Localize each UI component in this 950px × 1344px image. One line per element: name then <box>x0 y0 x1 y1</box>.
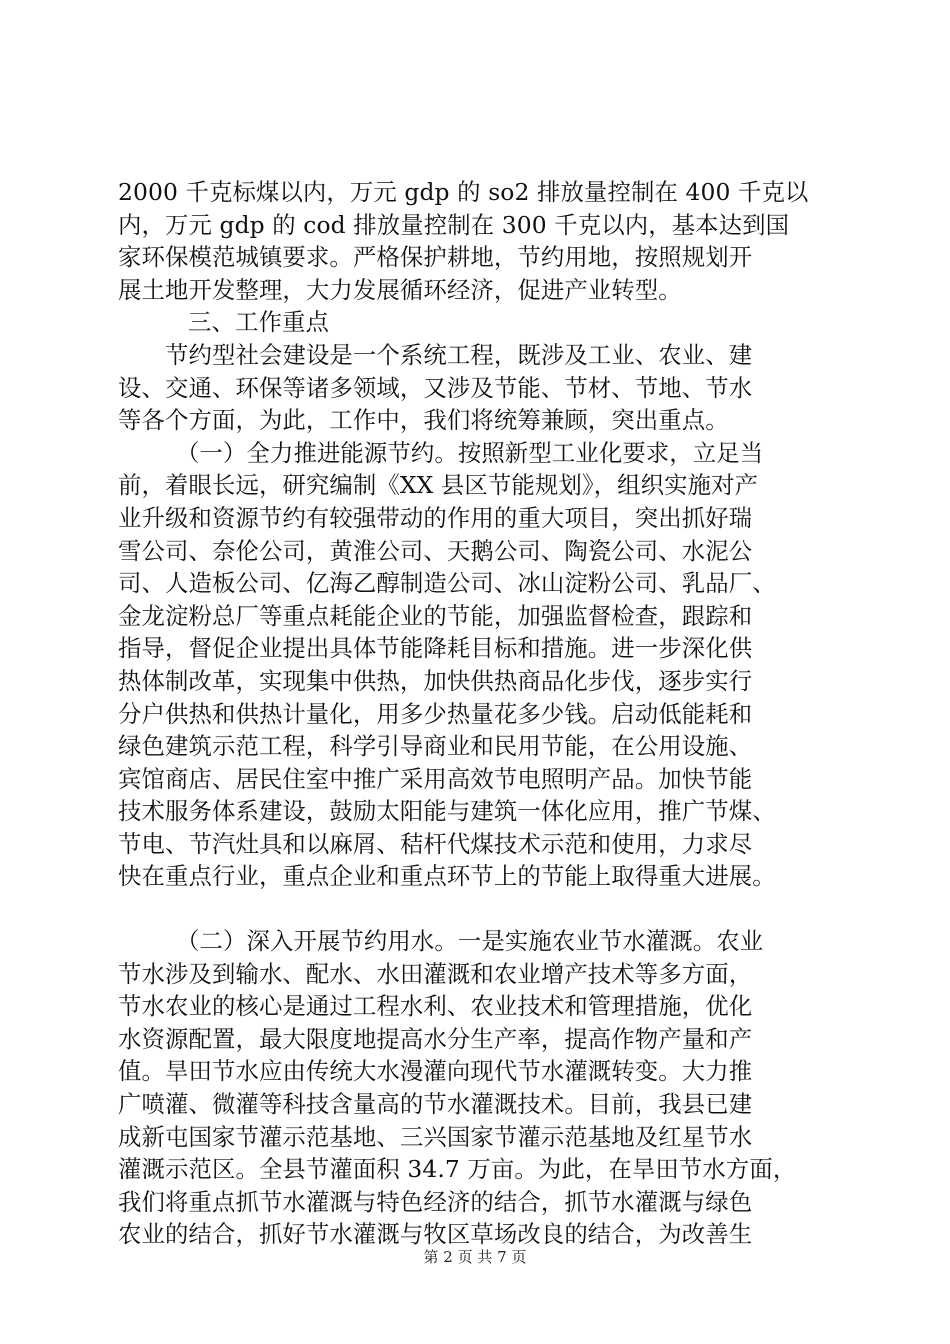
text-line: （二）深入开展节约用水。一是实施农业节水灌溉。农业 <box>176 927 764 956</box>
text-line: 宾馆商店、居民住室中推广采用高效节电照明产品。加快节能 <box>118 764 753 793</box>
paragraph-intro <box>118 339 834 437</box>
text-line: 节电、节汽灶具和以麻屑、秸杆代煤技术示范和使用，力求尽 <box>118 829 753 858</box>
text-line: 广喷灌、微灌等科技含量高的节水灌溉技术。目前，我县已建 <box>118 1090 753 1119</box>
text-line: 指导，督促企业提出具体节能降耗目标和措施。进一步深化供 <box>118 634 753 663</box>
text-line: 展土地开发整理，大力发展循环经济，促进产业转型。 <box>118 275 682 304</box>
paragraph-water-saving <box>118 925 834 1251</box>
paragraph-energy-saving <box>118 437 834 893</box>
text-line: 快在重点行业，重点企业和重点环节上的节能上取得重大进展。 <box>118 862 776 891</box>
text-line: 我们将重点抓节水灌溉与特色经济的结合，抓节水灌溉与绿色 <box>118 1187 753 1216</box>
text-line: 节水涉及到输水、配水、水田灌溉和农业增产技术等多方面， <box>118 959 753 988</box>
text-line: 等各个方面，为此，工作中，我们将统筹兼顾，突出重点。 <box>118 406 729 435</box>
text-line: 分户供热和供热计量化，用多少热量花多少钱。启动低能耗和 <box>118 699 753 728</box>
text-line: 灌溉示范区。全县节灌面积 34.7 万亩。为此，在旱田节水方面， <box>118 1155 797 1184</box>
text-line: 值。旱田节水应由传统大水漫灌向现代节水灌溉转变。大力推 <box>118 1057 753 1086</box>
paragraph-continuation <box>118 176 834 306</box>
text-line: 业升级和资源节约有较强带动的作用的重大项目，突出抓好瑞 <box>118 503 753 532</box>
text-line: 成新屯国家节灌示范基地、三兴国家节灌示范基地及红星节水 <box>118 1122 753 1151</box>
text-line: 技术服务体系建设，鼓励太阳能与建筑一体化应用，推广节煤、 <box>118 797 776 826</box>
section-heading: 三、工作重点 <box>188 308 329 337</box>
text-line: 节约型社会建设是一个系统工程，既涉及工业、农业、建 <box>165 340 753 369</box>
text-line: 农业的结合，抓好节水灌溉与牧区草场改良的结合，为改善生 <box>118 1220 753 1249</box>
text-line: 司、人造板公司、亿海乙醇制造公司、冰山淀粉公司、乳品厂、 <box>118 569 776 598</box>
text-line: 2000 千克标煤以内，万元 gdp 的 so2 排放量控制在 400 千克以 <box>118 178 809 206</box>
document-body <box>118 176 834 1251</box>
text-line: 雪公司、奈伦公司，黄淮公司、天鹅公司、陶瓷公司、水泥公 <box>118 536 753 565</box>
text-line: 家环保模范城镇要求。严格保护耕地，节约用地，按照规划开 <box>118 243 753 272</box>
text-line: （一）全力推进能源节约。按照新型工业化要求，立足当 <box>176 438 764 467</box>
page-number-footer: 第 2 页 共 7 页 <box>423 1248 527 1266</box>
text-line: 内，万元 gdp 的 cod 排放量控制在 300 千克以内，基本达到国 <box>118 210 790 239</box>
text-line: 热体制改革，实现集中供热，加快供热商品化步伐，逐步实行 <box>118 666 753 695</box>
text-line: 节水农业的核心是通过工程水利、农业技术和管理措施，优化 <box>118 992 753 1021</box>
text-line: 水资源配置，最大限度地提高水分生产率，提高作物产量和产 <box>118 1024 753 1053</box>
text-line: 绿色建筑示范工程，科学引导商业和民用节能，在公用设施、 <box>118 732 753 761</box>
paragraph-spacer <box>118 893 834 925</box>
text-line: 金龙淀粉总厂等重点耗能企业的节能，加强监督检查，跟踪和 <box>118 601 753 630</box>
text-line: 设、交通、环保等诸多领域，又涉及节能、节材、节地、节水 <box>118 373 753 402</box>
text-line: 前，着眼长远，研究编制《XX 县区节能规划》，组织实施对产 <box>118 471 759 500</box>
